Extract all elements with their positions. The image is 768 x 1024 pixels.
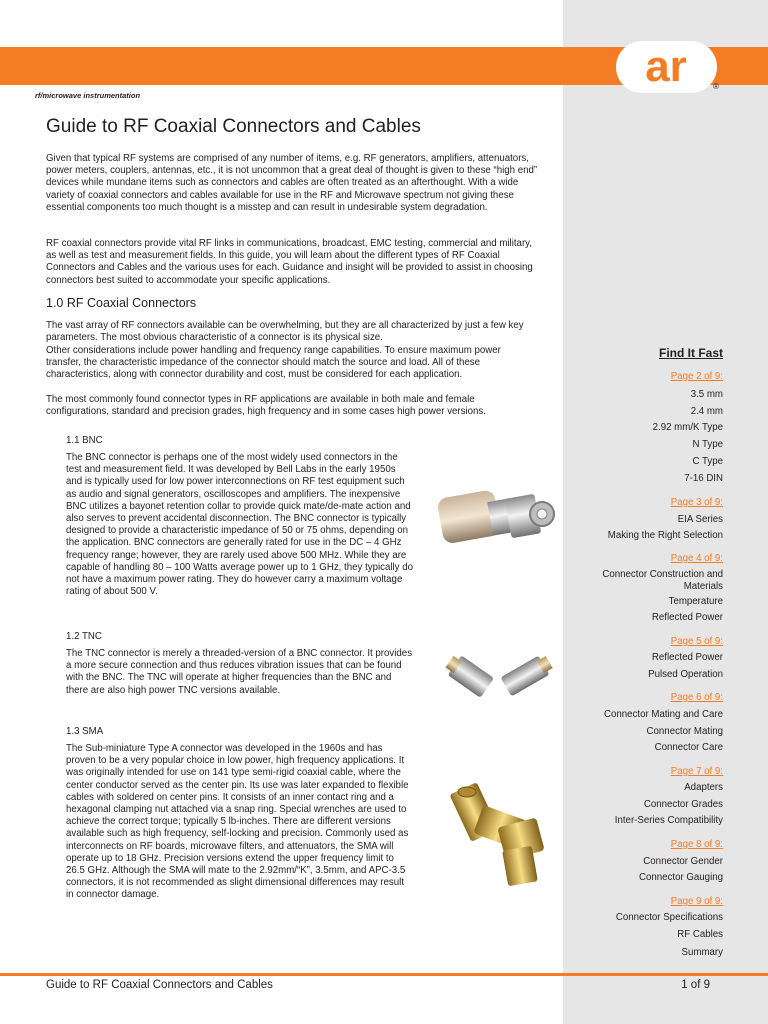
tnc-connectors-photo xyxy=(445,652,555,700)
find-it-fast-topic: Temperature xyxy=(668,596,723,607)
find-it-fast-topic: Connector Gender xyxy=(643,856,723,867)
find-it-fast-topic: 7-16 DIN xyxy=(684,473,723,484)
registered-mark: ® xyxy=(713,82,719,91)
find-it-fast-page-link[interactable]: Page 3 of 9: xyxy=(670,497,723,508)
find-it-fast-topic: Making the Right Selection xyxy=(607,530,723,541)
find-it-fast-topic: 3.5 mm xyxy=(690,389,723,400)
find-it-fast-topic: C Type xyxy=(692,456,723,467)
section1-paragraph-2: Other considerations include power handling and frequency range capabilities. To ensure maximum power transfer, the characteristic impedance of the connector should match the source and load. All of these characteristics, along with connector durability and cost, must be considered for each application. xyxy=(46,345,501,381)
sma-heading: 1.3 SMA xyxy=(66,726,104,737)
find-it-fast-topic: Connector Care xyxy=(654,742,723,753)
section-heading-rf-connectors: 1.0 RF Coaxial Connectors xyxy=(46,296,197,310)
find-it-fast-page-link[interactable]: Page 4 of 9: xyxy=(670,553,723,564)
find-it-fast-topic: Reflected Power xyxy=(651,652,723,663)
find-it-fast-page-link[interactable]: Page 2 of 9: xyxy=(670,371,723,382)
find-it-fast-page-link[interactable]: Page 7 of 9: xyxy=(670,766,723,777)
find-it-fast-page-link[interactable]: Page 8 of 9: xyxy=(670,839,723,850)
find-it-fast-page-link[interactable]: Page 9 of 9: xyxy=(670,896,723,907)
find-it-fast-topic: Connector Gauging xyxy=(638,872,723,883)
logo-text: ar xyxy=(645,42,687,91)
find-it-fast-topic: N Type xyxy=(692,439,723,450)
find-it-fast-topic: Connector Construction and Materials xyxy=(602,569,723,592)
footer-title: Guide to RF Coaxial Connectors and Cables xyxy=(46,979,273,991)
intro-paragraph-2: RF coaxial connectors provide vital RF links in communications, broadcast, EMC testing, commercial and military, as well as test and measurement fields. In this guide, you will learn about the different types of RF Coaxial Connectors and Cables and the various uses for each. Guidance and insight will be provided to assist in choosing connectors best suited to accommodate your specific applications. xyxy=(46,238,533,286)
tagline: rf/microwave instrumentation xyxy=(35,91,141,100)
find-it-fast-page-link[interactable]: Page 5 of 9: xyxy=(670,636,723,647)
tnc-heading: 1.2 TNC xyxy=(66,631,102,642)
bnc-paragraph: The BNC connector is perhaps one of the most widely used connectors in the test and measurement field. It was developed by Bell Labs in the early 1950s and is typically used for low power interconnections on RF test equipment such as audio and signal generators, oscilloscopes and amplifiers. The inexpensive BNC utilizes a bayonet retention collar to provide quick mate/de-mate action and also serves to prevent accidental disconnection. The BNC connector is typically designed to provide a characteristic impedance of 50 or 75 ohms, depending on the application. BNC connectors are generally rated for use in the DC – 4 GHz frequency range; however, they are rarely used above 500 MHz. While they are capable of handling 80 – 100 Watts average power up to 1 GHz, they typically do not have a maximum power rating. They do however carry a maximum voltage rating of about 500 V. xyxy=(66,452,413,598)
tnc-paragraph: The TNC connector is merely a threaded-version of a BNC connector. It provides a more secure connection and thus reduces vibration issues that can be found with the BNC. The TNC will operate at higher frequencies than the BNC and there are also high power TNC versions available. xyxy=(66,648,413,696)
sma-paragraph: The Sub-miniature Type A connector was developed in the 1960s and has proven to be a very popular choice in low power, high frequency applications. It was originally intended for use on 141 type semi-rigid coaxial cable, where the center conductor served as the center pin. Its use was later expanded to flexible cables with soldered on center pins. It consists of an inner contact ring and a hexagonal clamping nut attached via a snap ring. Special wrenches are used to achieve the correct torque; typically 5 lb-inches. There are different versions available such as high frequency, self-locking and precision. Commonly used as interconnects on RF boards, microwave filters, and attenuators, the SMA will operate up to 18 GHz. Precision versions extend the upper frequency limit to 26.5 GHz. Although the SMA will mate to the 2.92mm/“K”, 3.5mm, and APC-3.5 connectors, it is not recommended as slight dimensional differences may result in connector damage. xyxy=(66,743,409,901)
footer-page-number: 1 of 9 xyxy=(681,979,710,991)
bnc-connector-photo xyxy=(438,486,556,550)
find-it-fast-topic: Connector Specifications xyxy=(615,912,723,923)
bnc-heading: 1.1 BNC xyxy=(66,435,103,446)
sidebar-panel xyxy=(563,0,768,1024)
page-title: Guide to RF Coaxial Connectors and Cables xyxy=(46,116,421,137)
find-it-fast-topic: Connector Mating xyxy=(646,726,723,737)
find-it-fast-topic: 2.4 mm xyxy=(690,406,723,417)
section1-paragraph-1: The vast array of RF connectors available can be overwhelming, but they are all characterized by just a few key parameters. The most obvious characteristic of a connector is its physical size. xyxy=(46,320,524,344)
find-it-fast-heading: Find It Fast xyxy=(659,346,723,360)
find-it-fast-topic: Adapters xyxy=(684,782,723,793)
find-it-fast-topic: Inter-Series Compatibility xyxy=(614,815,723,826)
find-it-fast-topic: 2.92 mm/K Type xyxy=(652,422,723,433)
ar-logo xyxy=(616,41,766,93)
find-it-fast-page-link[interactable]: Page 6 of 9: xyxy=(670,692,723,703)
find-it-fast-topic: Connector Grades xyxy=(643,799,723,810)
intro-paragraph-1: Given that typical RF systems are comprised of any number of items, e.g. RF generators, amplifiers, attenuators, power meters, couplers, antennas, etc., it is not uncommon that a great deal of thought is given to these “high end” devices while mundane items such as connectors and cables are often treated as an afterthought. With a wide variety of coaxial connectors and cables available for use in the RF and Microwave spectrum not giving these essential components too much thought is a misstep and can result in undesirable system degradation. xyxy=(46,153,538,213)
find-it-fast-topic: Reflected Power xyxy=(651,612,723,623)
find-it-fast-topic: Pulsed Operation xyxy=(648,669,723,680)
find-it-fast-topic: Summary xyxy=(681,947,723,958)
footer-rule xyxy=(0,973,768,976)
find-it-fast-topic: RF Cables xyxy=(677,929,723,940)
find-it-fast-topic: Connector Mating and Care xyxy=(603,709,723,720)
section1-paragraph-3: The most commonly found connector types in RF applications are available in both male and female configurations, standard and precision grades, high frequency and in some cases high power versions. xyxy=(46,394,486,418)
sma-connector-photo xyxy=(445,778,551,890)
find-it-fast-topic: EIA Series xyxy=(677,514,723,525)
